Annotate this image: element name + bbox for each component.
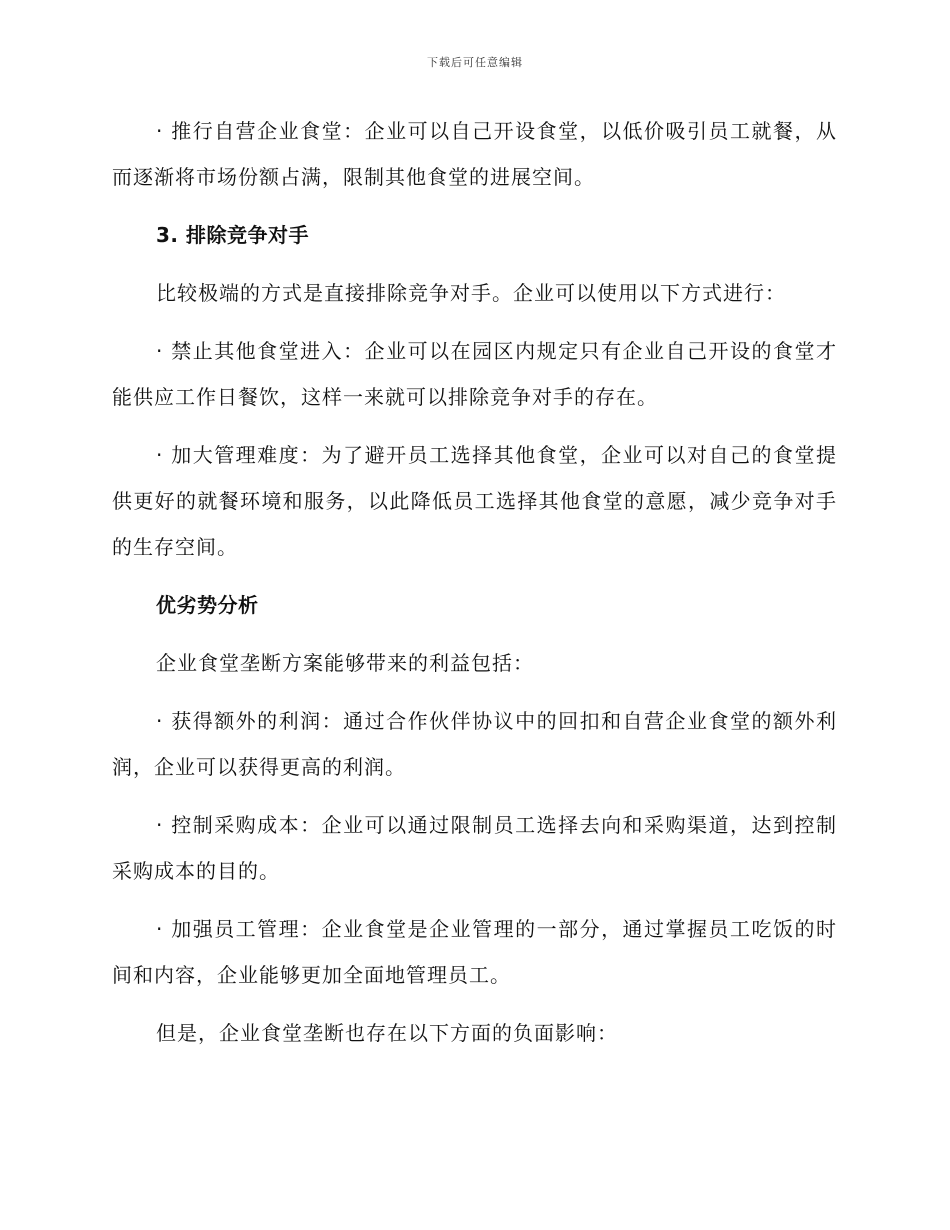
paragraph-control-cost: · 控制采购成本：企业可以通过限制员工选择去向和采购渠道，达到控制采购成本的目的。: [112, 813, 837, 883]
section-heading-exclude-competitors: 3. 排除竞争对手: [156, 223, 309, 247]
paragraph-staff-management: · 加强员工管理：企业食堂是企业管理的一部分，通过掌握员工吃饭的时间和内容，企业能够更加全面地管理员工。: [112, 917, 837, 987]
paragraph-negative-effects-intro: 但是，企业食堂垄断也存在以下方面的负面影响：: [156, 1021, 618, 1045]
paragraph-extreme-method: 比较极端的方式是直接排除竞争对手。企业可以使用以下方式进行：: [156, 281, 786, 305]
paragraph-prohibit-other-canteens: · 禁止其他食堂进入：企业可以在园区内规定只有企业自己开设的食堂才能供应工作日餐饮，这样一来就可以排除竞争对手的存在。: [112, 339, 837, 409]
section-heading-pros-cons: 优劣势分析: [156, 593, 259, 617]
paragraph-benefits-intro: 企业食堂垄断方案能够带来的利益包括：: [156, 651, 534, 675]
page-header: 下载后可任意编辑: [427, 56, 523, 69]
document-body: [112, 108, 837, 1068]
paragraph-increase-management: · 加大管理难度：为了避开员工选择其他食堂，企业可以对自己的食堂提供更好的就餐环境和服务，以此降低员工选择其他食堂的意愿，减少竞争对手的生存空间。: [112, 443, 837, 559]
paragraph-extra-profit: · 获得额外的利润：通过合作伙伴协议中的回扣和自营企业食堂的额外利润，企业可以获得更高的利润。: [112, 709, 837, 779]
paragraph-self-operated-canteen: · 推行自营企业食堂：企业可以自己开设食堂，以低价吸引员工就餐，从而逐渐将市场份额占满，限制其他食堂的进展空间。: [112, 119, 837, 189]
